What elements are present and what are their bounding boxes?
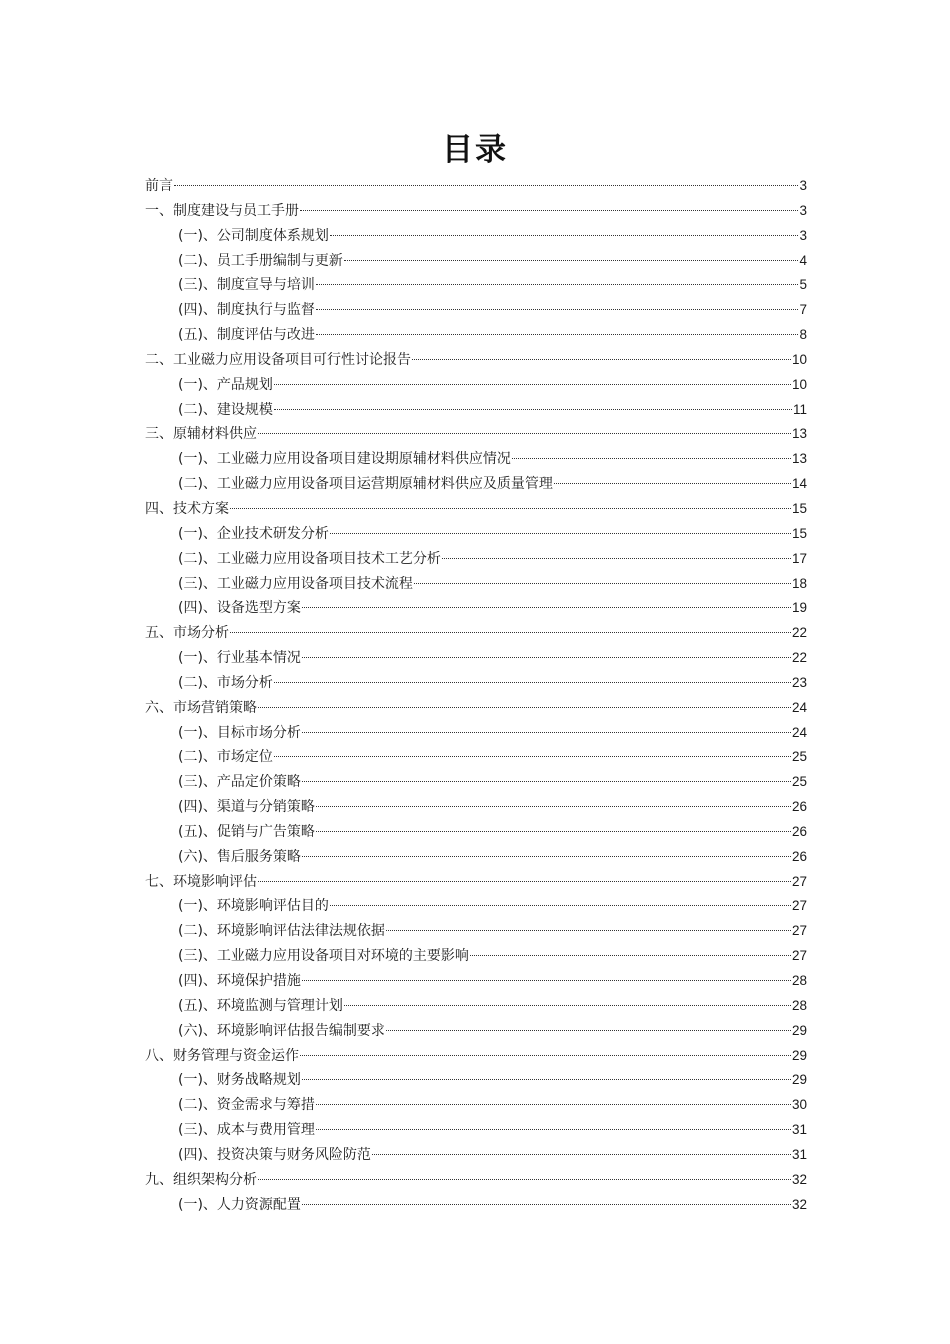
toc-dot-leader [414,583,791,584]
toc-entry-section[interactable] [145,1143,807,1168]
toc-entry-text: 五、市场分析 [145,625,229,642]
toc-entry-section[interactable] [145,721,807,746]
toc-entry-section[interactable] [145,994,807,1019]
toc-page-number: 3 [799,202,807,218]
toc-dot-leader [316,806,791,807]
toc-entry-text: (一)、环境影响评估目的 [178,898,329,915]
toc-dot-leader [302,1204,791,1205]
toc-entry-chapter[interactable] [145,696,807,721]
toc-list [145,174,807,1217]
toc-dot-leader [302,856,791,857]
toc-entry-text: (二)、工业磁力应用设备项目技术工艺分析 [178,550,441,567]
toc-dot-leader [344,260,799,261]
toc-entry-chapter[interactable] [145,1168,807,1193]
toc-entry-section[interactable] [145,472,807,497]
toc-page-number: 15 [791,525,807,541]
toc-entry-section[interactable] [145,522,807,547]
toc-entry-text: (五)、促销与广告策略 [178,823,315,840]
toc-page-number: 8 [799,327,807,343]
toc-page-number: 27 [791,948,807,964]
toc-dot-leader [274,682,791,683]
toc-entry-section[interactable] [145,373,807,398]
toc-dot-leader [302,732,791,733]
toc-entry-text: (二)、员工手册编制与更新 [178,252,343,269]
toc-dot-leader [230,508,791,509]
toc-page-number: 26 [791,799,807,815]
toc-entry-section[interactable] [145,795,807,820]
toc-page-number: 32 [791,1171,807,1187]
toc-entry-section[interactable] [145,919,807,944]
toc-dot-leader [274,409,792,410]
toc-entry-section[interactable] [145,671,807,696]
toc-dot-leader [302,781,791,782]
toc-entry-text: (一)、目标市场分析 [178,724,301,741]
toc-dot-leader [412,359,791,360]
toc-entry-section[interactable] [145,224,807,249]
toc-entry-section[interactable] [145,845,807,870]
toc-entry-text: 二、工业磁力应用设备项目可行性讨论报告 [145,351,411,368]
toc-entry-text: 前言 [145,178,173,194]
toc-page-number: 11 [792,401,807,417]
toc-dot-leader [316,1129,791,1130]
toc-page-number: 28 [791,973,807,988]
toc-entry-text: (六)、环境影响评估报告编制要求 [178,1022,385,1039]
toc-entry-chapter[interactable] [145,174,807,199]
toc-page-number: 3 [799,227,807,243]
toc-entry-chapter[interactable] [145,870,807,895]
toc-entry-section[interactable] [145,596,807,621]
toc-page-number: 31 [791,1146,807,1162]
toc-page-number: 13 [791,451,807,467]
toc-dot-leader [230,632,791,633]
toc-entry-text: (三)、产品定价策略 [178,774,301,791]
toc-entry-section[interactable] [145,1068,807,1093]
toc-entry-section[interactable] [145,944,807,969]
toc-dot-leader [300,210,798,211]
toc-dot-leader [274,756,791,757]
toc-dot-leader [302,980,791,981]
toc-entry-chapter[interactable] [145,348,807,373]
toc-entry-chapter[interactable] [145,199,807,224]
toc-title: 目录 [442,132,508,168]
toc-dot-leader [302,657,791,658]
toc-entry-section[interactable] [145,547,807,572]
toc-entry-text: (一)、产品规划 [178,376,273,393]
toc-entry-text: (二)、资金需求与筹措 [178,1097,315,1114]
toc-entry-section[interactable] [145,447,807,472]
toc-page-number: 29 [791,1022,807,1038]
toc-page-number: 10 [791,376,807,392]
toc-entry-text: (三)、工业磁力应用设备项目对环境的主要影响 [178,948,469,965]
toc-entry-section[interactable] [145,894,807,919]
toc-entry-text: (四)、渠道与分销策略 [178,799,315,816]
toc-dot-leader [470,955,791,956]
toc-page-number: 24 [791,724,807,740]
toc-page-number: 24 [791,699,807,715]
toc-entry-section[interactable] [145,298,807,323]
toc-page-number: 25 [791,774,807,790]
toc-page-number: 7 [799,302,807,318]
toc-entry-text: 六、市场营销策略 [145,699,257,716]
toc-page-number: 22 [791,650,807,666]
toc-entry-text: (四)、设备选型方案 [178,600,301,617]
toc-entry-text: (二)、建设规模 [178,401,273,418]
toc-dot-leader [386,930,791,931]
toc-dot-leader [512,458,791,459]
toc-entry-text: (三)、成本与费用管理 [178,1122,315,1139]
toc-page-number: 31 [791,1122,807,1138]
toc-page-number: 26 [791,823,807,839]
toc-entry-chapter[interactable] [145,497,807,522]
toc-dot-leader [258,881,791,882]
toc-page-number: 22 [791,625,807,641]
toc-page-number: 32 [791,1196,807,1212]
toc-entry-section[interactable] [145,646,807,671]
toc-entry-chapter[interactable] [145,422,807,447]
toc-dot-leader [344,1005,791,1006]
toc-entry-text: (一)、财务战略规划 [178,1072,301,1089]
toc-page-number: 17 [791,550,807,566]
toc-entry-section[interactable] [145,770,807,795]
toc-dot-leader [316,1104,791,1105]
toc-entry-section[interactable] [145,398,807,423]
toc-entry-text: (六)、售后服务策略 [178,848,301,865]
toc-entry-text: (五)、制度评估与改进 [178,327,315,344]
toc-page-number: 27 [791,873,807,889]
toc-dot-leader [258,1179,791,1180]
toc-page-number: 25 [791,749,807,765]
toc-dot-leader [300,1055,791,1056]
toc-page-number: 5 [799,277,807,293]
toc-page-number: 29 [791,1047,807,1063]
toc-entry-text: 八、财务管理与资金运作 [145,1047,299,1064]
toc-dot-leader [330,235,799,236]
toc-page-number: 27 [791,898,807,914]
toc-entry-text: (四)、投资决策与财务风险防范 [178,1146,371,1163]
toc-entry-text: (二)、工业磁力应用设备项目运营期原辅材料供应及质量管理 [178,476,553,493]
toc-page-number: 14 [791,476,807,492]
toc-entry-text: (三)、工业磁力应用设备项目技术流程 [178,575,413,592]
toc-dot-leader [316,284,799,285]
toc-page-number: 15 [791,500,807,516]
toc-page-number: 29 [791,1072,807,1088]
toc-dot-leader [258,433,791,434]
toc-page-number: 23 [791,674,807,690]
toc-dot-leader [386,1030,791,1031]
toc-entry-chapter[interactable] [145,621,807,646]
toc-entry-text: 九、组织架构分析 [145,1171,257,1188]
toc-entry-section[interactable] [145,273,807,298]
toc-entry-section[interactable] [145,323,807,348]
toc-page-number: 19 [791,600,807,616]
toc-entry-text: (一)、公司制度体系规划 [178,227,329,244]
toc-dot-leader [258,707,791,708]
toc-dot-leader [442,558,791,559]
toc-entry-section[interactable] [145,1193,807,1218]
toc-dot-leader [330,533,791,534]
toc-entry-text: (二)、市场定位 [178,749,273,766]
toc-entry-text: (五)、环境监测与管理计划 [178,997,343,1014]
toc-entry-section[interactable] [145,1093,807,1118]
toc-page-number: 26 [791,848,807,864]
toc-entry-text: (一)、行业基本情况 [178,650,301,667]
toc-page-number: 18 [791,575,807,591]
toc-entry-text: 四、技术方案 [145,500,229,517]
toc-entry-text: (二)、市场分析 [178,674,273,691]
toc-dot-leader [302,1079,791,1080]
toc-entry-section[interactable] [145,249,807,274]
toc-entry-text: (四)、制度执行与监督 [178,302,315,319]
toc-entry-section[interactable] [145,820,807,845]
toc-entry-section[interactable] [145,1019,807,1044]
toc-entry-section[interactable] [145,745,807,770]
toc-entry-text: 七、环境影响评估 [145,873,257,890]
toc-dot-leader [316,309,799,310]
toc-entry-section[interactable] [145,1118,807,1143]
toc-entry-text: (一)、企业技术研发分析 [178,525,329,542]
toc-entry-text: (三)、制度宣导与培训 [178,277,315,294]
toc-entry-chapter[interactable] [145,1044,807,1069]
toc-page-number: 13 [791,426,807,442]
toc-dot-leader [316,831,791,832]
toc-dot-leader [274,384,791,385]
toc-dot-leader [330,905,791,906]
toc-dot-leader [302,607,791,608]
toc-page-number: 28 [791,997,807,1013]
toc-entry-text: (一)、人力资源配置 [178,1196,301,1213]
toc-page-number: 4 [799,252,807,268]
toc-dot-leader [372,1154,791,1155]
toc-page-number: 10 [791,351,807,367]
toc-entry-section[interactable] [145,572,807,597]
toc-page-number: 27 [791,923,807,939]
toc-entry-text: (四)、环境保护措施 [178,973,301,989]
toc-entry-text: (一)、工业磁力应用设备项目建设期原辅材料供应情况 [178,451,511,468]
toc-dot-leader [174,185,798,186]
toc-page-number: 3 [799,178,807,193]
toc-dot-leader [316,334,799,335]
toc-page-number: 30 [791,1097,807,1113]
toc-entry-section[interactable] [145,969,807,994]
toc-entry-text: 三、原辅材料供应 [145,426,257,443]
toc-entry-text: 一、制度建设与员工手册 [145,202,299,219]
toc-entry-text: (二)、环境影响评估法律法规依据 [178,923,385,940]
toc-dot-leader [554,483,791,484]
